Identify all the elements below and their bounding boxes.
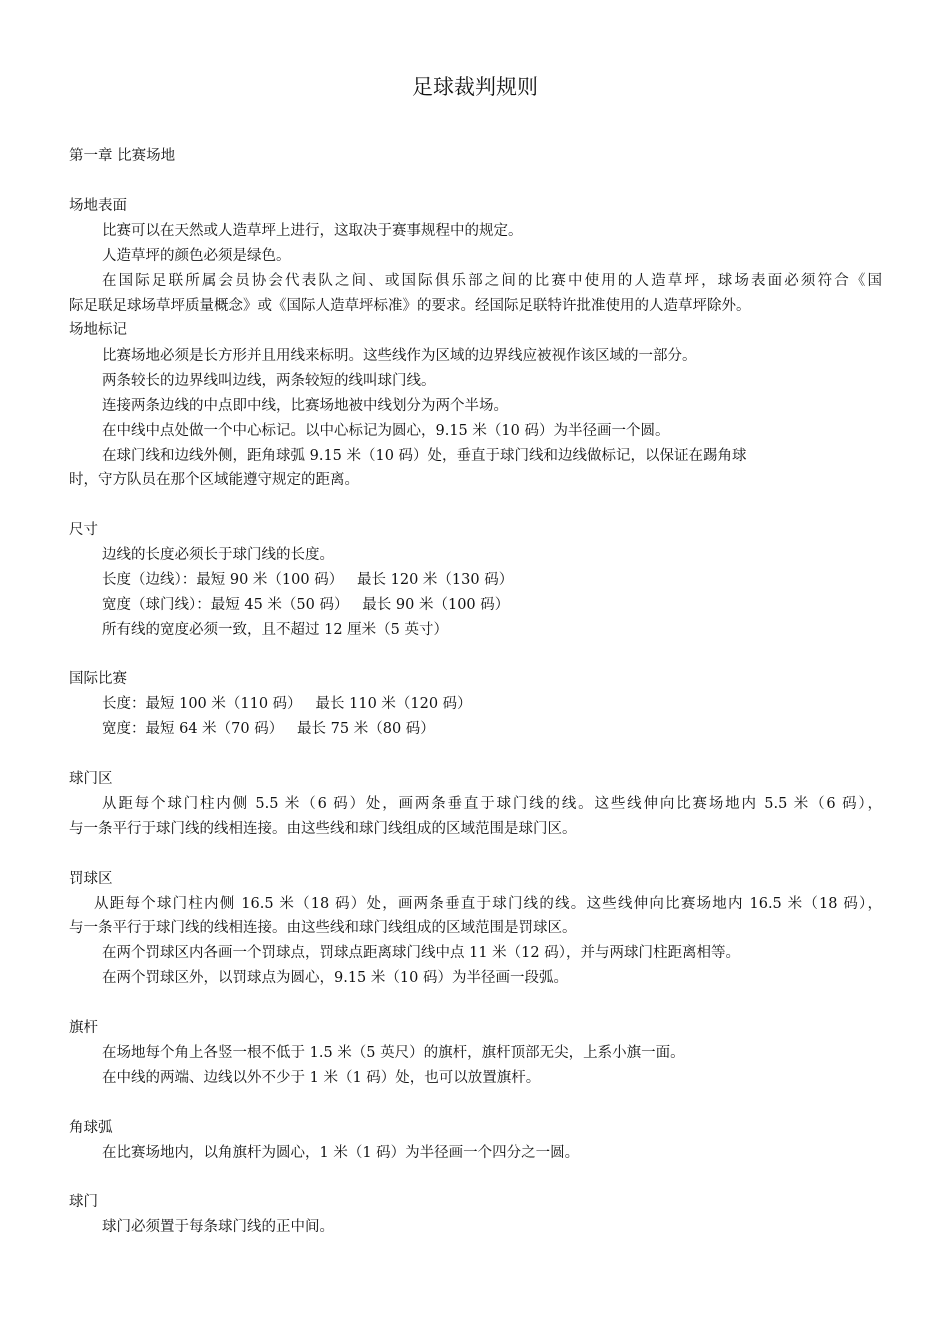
section-heading-international: 国际比赛: [69, 671, 127, 687]
paragraph-line: 在场地每个角上各竖一根不低于 1.5 米（5 英尺）的旗杆，旗杆顶部无尖，上系小旗一面。: [102, 1045, 685, 1061]
paragraph-line: 长度：最短 100 米（110 码） 最长 110 米（120 码）: [102, 696, 472, 712]
paragraph-line: 与一条平行于球门线的线相连接。由这些线和球门线组成的区域范围是罚球区。: [69, 920, 577, 936]
paragraph-line: 边线的长度必须长于球门线的长度。: [102, 547, 334, 563]
paragraph-line: 与一条平行于球门线的线相连接。由这些线和球门线组成的区域范围是球门区。: [69, 821, 577, 837]
section-heading-surface: 场地表面: [69, 198, 127, 214]
section-heading-flagposts: 旗杆: [69, 1020, 98, 1036]
section-heading-goals: 球门: [69, 1194, 98, 1210]
paragraph-line: 在比赛场地内，以角旗杆为圆心，1 米（1 码）为半径画一个四分之一圆。: [102, 1145, 580, 1161]
paragraph-line: 在国际足联所属会员协会代表队之间、或国际俱乐部之间的比赛中使用的人造草坪，球场表面必须符合《国: [102, 273, 882, 289]
paragraph-line: 在中线的两端、边线以外不少于 1 米（1 码）处，也可以放置旗杆。: [102, 1070, 541, 1086]
paragraph-line: 宽度（球门线）：最短 45 米（50 码） 最长 90 米（100 码）: [102, 597, 510, 613]
paragraph-line: 在两个罚球区外，以罚球点为圆心，9.15 米（10 码）为半径画一段弧。: [102, 970, 568, 986]
paragraph-line: 时，守方队员在那个区域能遵守规定的距离。: [69, 472, 359, 488]
paragraph-line: 从距每个球门柱内侧 5.5 米（6 码）处，画两条垂直于球门线的线。这些线伸向比赛场地内 5.5 米（6 码），: [102, 796, 882, 812]
section-heading-markings: 场地标记: [69, 322, 127, 338]
paragraph-line: 在中线中点处做一个中心标记。以中心标记为圆心，9.15 米（10 码）为半径画一个圆。: [102, 423, 670, 439]
section-heading-dimensions: 尺寸: [69, 522, 98, 538]
paragraph-line: 长度（边线）：最短 90 米（100 码） 最长 120 米（130 码）: [102, 572, 514, 588]
paragraph-line: 比赛可以在天然或人造草坪上进行，这取决于赛事规程中的规定。: [102, 223, 523, 239]
paragraph-line: 比赛场地必须是长方形并且用线来标明。这些线作为区域的边界线应被视作该区域的一部分。: [102, 348, 697, 364]
section-heading-corner-arc: 角球弧: [69, 1120, 113, 1136]
paragraph-line: 在两个罚球区内各画一个罚球点，罚球点距离球门线中点 11 米（12 码），并与两球门柱距离相等。: [102, 945, 740, 961]
paragraph-line: 连接两条边线的中点即中线，比赛场地被中线划分为两个半场。: [102, 398, 508, 414]
document-title: 足球裁判规则: [412, 75, 538, 99]
paragraph-line: 在球门线和边线外侧，距角球弧 9.15 米（10 码）处，垂直于球门线和边线做标记，以保证在踢角球: [102, 448, 747, 464]
paragraph-line: 所有线的宽度必须一致，且不超过 12 厘米（5 英寸）: [102, 622, 449, 638]
chapter-heading: 第一章 比赛场地: [69, 148, 176, 164]
section-heading-penalty-area: 罚球区: [69, 871, 113, 887]
paragraph-line: 际足联足球场草坪质量概念》或《国际人造草坪标准》的要求。经国际足联特许批准使用的人造草坪除外。: [69, 298, 751, 314]
paragraph-line: 两条较长的边界线叫边线，两条较短的线叫球门线。: [102, 373, 436, 389]
paragraph-line: 从距每个球门柱内侧 16.5 米（18 码）处，画两条垂直于球门线的线。这些线伸向比赛场地内 16.5 米（18 码），: [94, 896, 882, 912]
paragraph-line: 球门必须置于每条球门线的正中间。: [102, 1219, 334, 1235]
paragraph-line: 人造草坪的颜色必须是绿色。: [102, 248, 291, 264]
section-heading-goal-area: 球门区: [69, 771, 113, 787]
paragraph-line: 宽度：最短 64 米（70 码） 最长 75 米（80 码）: [102, 721, 435, 737]
